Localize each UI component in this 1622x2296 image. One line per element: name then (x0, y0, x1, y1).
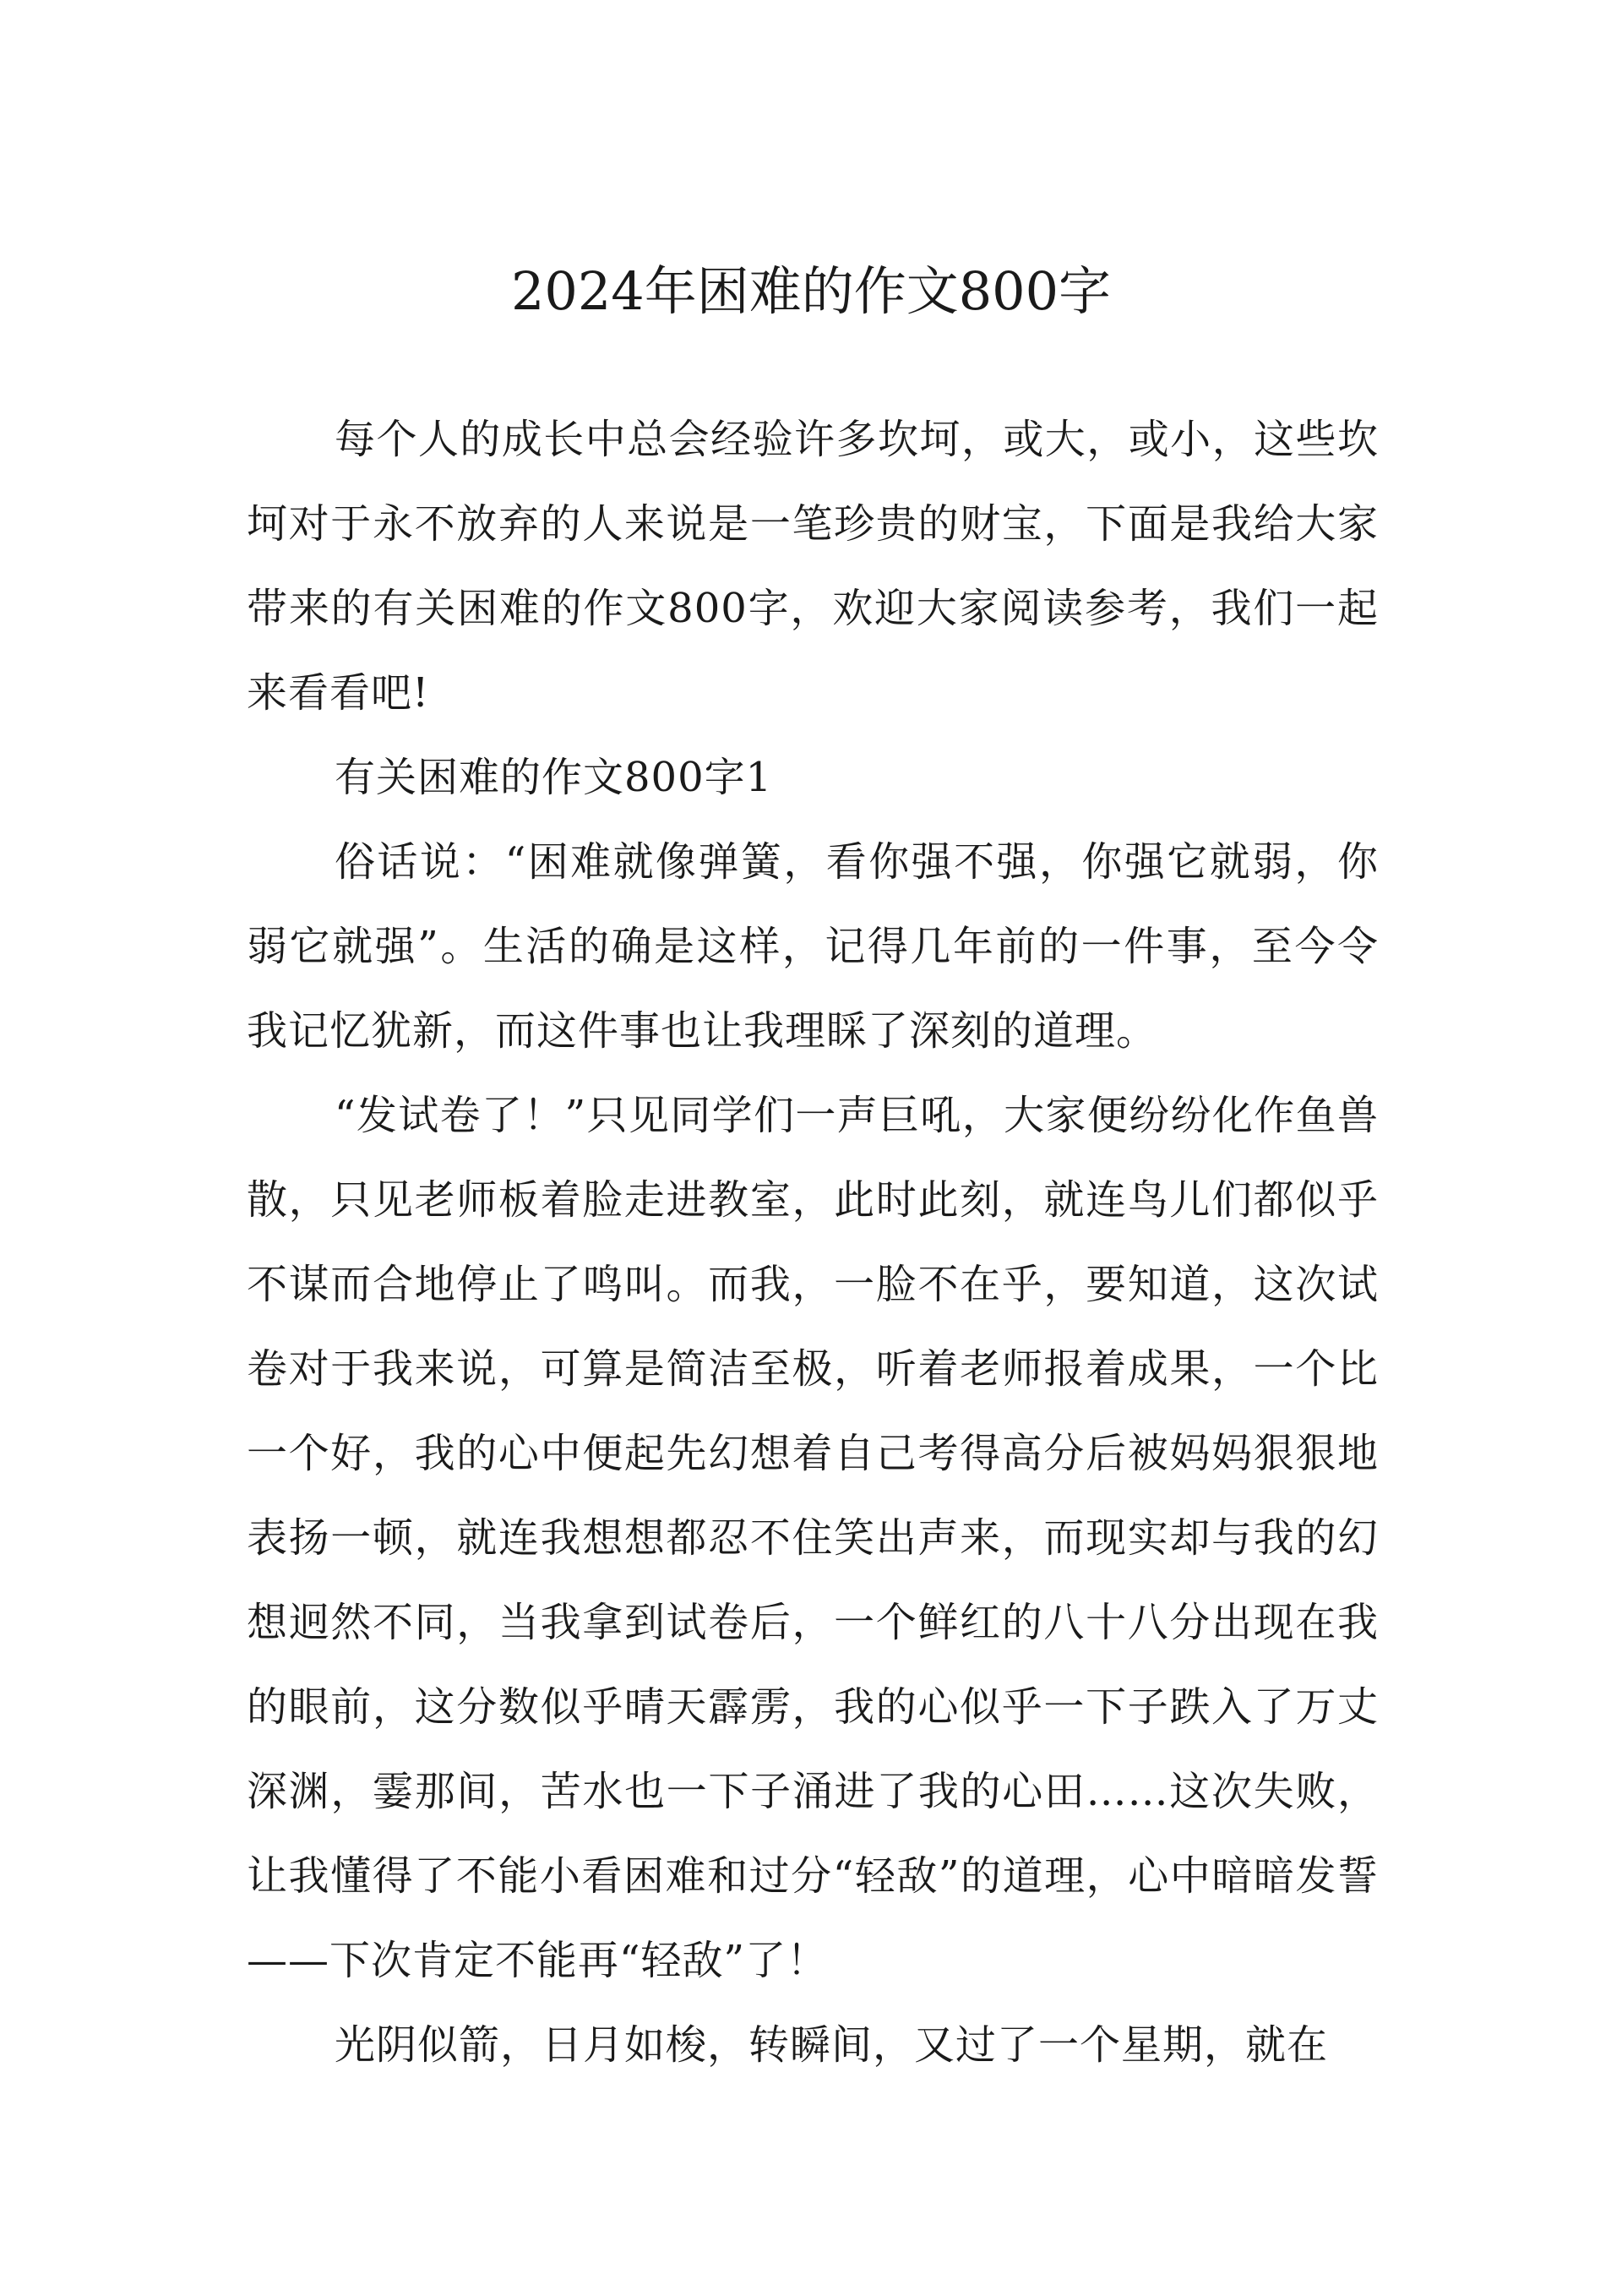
document-body (247, 397, 1379, 2087)
intro-paragraph: 每个人的成长中总会经验许多坎坷，或大，或小，这些坎坷对于永不放弃的人来说是一笔珍贵的财宝，下面是我给大家带来的有关困难的作文800字，欢迎大家阅读参考，我们一起来看看吧! (247, 416, 1379, 717)
document-title: 2024年困难的作文800字 (510, 260, 1112, 322)
body-paragraph: 俗话说：“困难就像弹簧，看你强不强，你强它就弱，你弱它就强”。生活的确是这样，记得几年前的一件事，至今令我记忆犹新，而这件事也让我理睬了深刻的道理。 (247, 838, 1379, 1055)
body-paragraph: “发试卷了！”只见同学们一声巨吼，大家便纷纷化作鱼兽散，只见老师板着脸走进教室，此时此刻，就连鸟儿们都似乎不谋而合地停止了鸣叫。而我，一脸不在乎，要知道，这次试卷对于我来说，可算是简洁至极，听着老师报着成果，一个比一个好，我的心中便起先幻想着自己考得高分后被妈妈狠狠地表扬一顿，就连我想想都忍不住笑出声来，而现实却与我的幻想迥然不同，当我拿到试卷后，一个鲜红的八十八分出现在我的眼前，这分数似乎晴天霹雳，我的心似乎一下子跌入了万丈深渊，霎那间，苦水也一下子涌进了我的心田……这次失败，让我懂得了不能小看困难和过分“轻敌”的道理，心中暗暗发誓——下次肯定不能再“轻敌”了！ (247, 1092, 1379, 1984)
section-heading: 有关困难的作文800字1 (335, 754, 773, 801)
body-paragraph: 光阴似箭，日月如梭，转瞬间，又过了一个星期，就在 (335, 2021, 1329, 2069)
